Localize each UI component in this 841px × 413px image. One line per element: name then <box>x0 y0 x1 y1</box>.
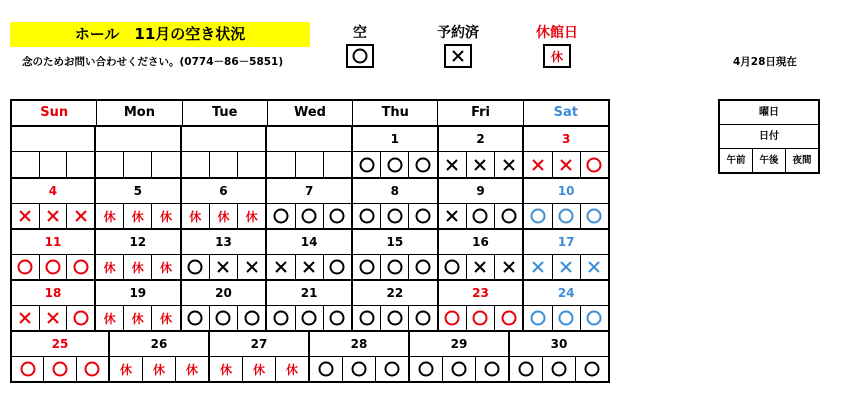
x-icon <box>43 308 63 328</box>
circle-icon <box>584 155 604 175</box>
slot-morning <box>96 152 124 177</box>
slot-evening <box>67 204 94 228</box>
circle-icon <box>71 257 91 277</box>
circle-icon <box>416 359 436 379</box>
slot-afternoon <box>124 152 152 177</box>
circle-icon <box>316 359 336 379</box>
day-number: 12 <box>96 230 180 255</box>
slot-morning <box>439 204 467 228</box>
legend-booked-box <box>444 44 472 68</box>
x-icon <box>71 206 91 226</box>
slot-evening <box>238 204 265 228</box>
day-number <box>12 127 94 152</box>
slot-morning <box>12 255 40 279</box>
day-number: 23 <box>439 281 523 306</box>
circle-icon <box>528 206 548 226</box>
weekday-thu: Thu <box>353 101 438 125</box>
slot-legend-slots <box>720 149 818 172</box>
circle-icon <box>213 308 233 328</box>
day-number: 15 <box>353 230 437 255</box>
slot-afternoon <box>553 306 581 330</box>
day-number: 9 <box>439 179 523 204</box>
slot-evening <box>324 204 351 228</box>
calendar-day <box>96 281 182 330</box>
calendar-day <box>182 281 268 330</box>
circle-icon <box>71 308 91 328</box>
circle-icon <box>349 359 369 379</box>
circle-icon <box>413 155 433 175</box>
slot-afternoon <box>553 152 581 177</box>
day-number <box>267 127 351 152</box>
circle-icon <box>556 308 576 328</box>
calendar-day <box>210 332 310 381</box>
slot-evening <box>152 255 179 279</box>
calendar-day <box>310 332 410 381</box>
slot-afternoon <box>296 204 324 228</box>
day-number <box>96 127 180 152</box>
calendar-day <box>353 179 439 228</box>
slot-morning <box>524 306 552 330</box>
day-number: 8 <box>353 179 437 204</box>
circle-icon <box>516 359 536 379</box>
slot-evening <box>276 357 308 381</box>
legend-vacant-label: 空 <box>353 25 367 41</box>
day-number: 18 <box>12 281 94 306</box>
circle-icon <box>482 359 502 379</box>
slot-evening <box>152 152 179 177</box>
circle-icon <box>43 257 63 277</box>
calendar-day <box>353 127 439 177</box>
closed-mark: 休 <box>103 311 116 326</box>
contact-note: 念のためお問い合わせください。(0774－86－5851) <box>22 56 284 68</box>
slot-morning <box>12 357 44 381</box>
x-icon <box>15 206 35 226</box>
x-icon <box>15 308 35 328</box>
slot-afternoon <box>343 357 376 381</box>
legend-closed <box>532 24 582 68</box>
slot-afternoon <box>44 357 76 381</box>
circle-icon <box>442 257 462 277</box>
slot-morning <box>410 357 443 381</box>
calendar-day <box>96 230 182 279</box>
calendar-day <box>10 332 110 381</box>
circle-icon <box>327 257 347 277</box>
slot-afternoon <box>467 204 495 228</box>
x-icon <box>442 206 462 226</box>
day-number: 29 <box>410 332 508 357</box>
slot-evening <box>324 306 351 330</box>
x-icon <box>271 257 291 277</box>
x-icon <box>584 257 604 277</box>
day-number: 3 <box>524 127 608 152</box>
closed-mark: 休 <box>245 209 258 224</box>
slot-afternoon <box>543 357 576 381</box>
slot-afternoon <box>381 306 409 330</box>
closed-mark: 休 <box>285 362 298 377</box>
page-title: ホール 11月の空き状況 <box>10 22 310 47</box>
day-number: 7 <box>267 179 351 204</box>
day-number <box>182 127 266 152</box>
slot-evening <box>409 152 436 177</box>
slot-afternoon <box>381 255 409 279</box>
calendar-day <box>182 179 268 228</box>
slot-evening <box>152 306 179 330</box>
slot-afternoon <box>40 255 68 279</box>
closed-mark: 休 <box>185 362 198 377</box>
closed-mark: 休 <box>217 209 230 224</box>
slot-morning <box>210 357 243 381</box>
slot-morning <box>12 152 40 177</box>
slot-morning <box>182 306 210 330</box>
weekday-fri: Fri <box>438 101 523 125</box>
closed-mark: 休 <box>131 209 144 224</box>
calendar-week <box>10 127 610 179</box>
legend-closed-label: 休館日 <box>536 25 578 41</box>
calendar-day <box>110 332 210 381</box>
weekday-wed: Wed <box>268 101 353 125</box>
circle-icon <box>357 155 377 175</box>
circle-icon <box>549 359 569 379</box>
slot-afternoon <box>553 255 581 279</box>
day-number: 4 <box>12 179 94 204</box>
slot-evening <box>67 255 94 279</box>
slot-afternoon <box>553 204 581 228</box>
slot-morning <box>267 255 295 279</box>
calendar-day <box>439 179 525 228</box>
circle-icon <box>528 308 548 328</box>
day-number: 21 <box>267 281 351 306</box>
slot-evening <box>495 152 522 177</box>
slot-afternoon <box>381 152 409 177</box>
slot-morning <box>96 255 124 279</box>
circle-icon <box>327 308 347 328</box>
circle-icon <box>499 308 519 328</box>
slot-morning <box>267 152 295 177</box>
calendar-day <box>524 281 610 330</box>
x-icon <box>528 257 548 277</box>
circle-icon <box>18 359 38 379</box>
closed-mark: 休 <box>219 362 232 377</box>
slot-evening <box>576 357 608 381</box>
slot-morning <box>353 152 381 177</box>
slot-afternoon <box>467 306 495 330</box>
slot-morning <box>12 204 40 228</box>
slot-afternoon <box>143 357 176 381</box>
slot-morning <box>524 152 552 177</box>
x-icon <box>556 155 576 175</box>
circle-icon <box>50 359 70 379</box>
slot-evening <box>324 152 351 177</box>
calendar-day <box>10 230 96 279</box>
calendar-day <box>439 127 525 177</box>
slot-evening <box>409 255 436 279</box>
slot-evening <box>581 306 608 330</box>
slot-morning <box>524 255 552 279</box>
slot-legend-morning: 午前 <box>720 149 753 172</box>
slot-evening <box>238 255 265 279</box>
circle-icon <box>385 308 405 328</box>
circle-icon <box>350 46 370 66</box>
circle-icon <box>582 359 602 379</box>
calendar-day <box>10 281 96 330</box>
slot-afternoon <box>124 255 152 279</box>
legend-booked-label: 予約済 <box>437 25 479 41</box>
circle-icon <box>327 206 347 226</box>
x-icon <box>499 257 519 277</box>
circle-icon <box>382 359 402 379</box>
slot-morning <box>96 306 124 330</box>
closed-mark: 休 <box>103 209 116 224</box>
circle-icon <box>385 257 405 277</box>
slot-afternoon <box>467 152 495 177</box>
slot-morning <box>110 357 143 381</box>
slot-afternoon <box>443 357 476 381</box>
calendar-week <box>10 179 610 230</box>
circle-icon <box>185 257 205 277</box>
closed-mark: 休 <box>160 209 173 224</box>
x-icon <box>213 257 233 277</box>
slot-legend-date: 日付 <box>720 125 818 149</box>
calendar-day <box>353 230 439 279</box>
closed-mark: 休 <box>160 311 173 326</box>
slot-morning <box>510 357 543 381</box>
slot-morning <box>310 357 343 381</box>
circle-icon <box>357 257 377 277</box>
day-number: 22 <box>353 281 437 306</box>
circle-icon <box>413 206 433 226</box>
legend-closed-box <box>543 44 571 68</box>
calendar-day <box>10 179 96 228</box>
closed-mark: 休 <box>160 260 173 275</box>
calendar-day <box>353 281 439 330</box>
day-number: 11 <box>12 230 94 255</box>
x-icon <box>499 155 519 175</box>
circle-icon <box>449 359 469 379</box>
slot-evening <box>495 204 522 228</box>
closed-mark: 休 <box>131 260 144 275</box>
legend-booked <box>433 24 483 68</box>
circle-icon <box>299 206 319 226</box>
circle-icon <box>271 308 291 328</box>
calendar-day <box>524 179 610 228</box>
day-number: 17 <box>524 230 608 255</box>
slot-morning <box>96 204 124 228</box>
slot-morning <box>439 255 467 279</box>
slot-legend-afternoon: 午後 <box>753 149 786 172</box>
x-icon <box>299 257 319 277</box>
slot-evening <box>409 306 436 330</box>
slot-afternoon <box>124 306 152 330</box>
calendar-day <box>267 230 353 279</box>
slot-evening <box>476 357 508 381</box>
slot-evening <box>77 357 108 381</box>
circle-icon <box>271 206 291 226</box>
day-number: 28 <box>310 332 408 357</box>
day-number: 24 <box>524 281 608 306</box>
day-number: 26 <box>110 332 208 357</box>
weekday-sun: Sun <box>10 101 97 125</box>
slot-morning <box>353 204 381 228</box>
slot-afternoon <box>40 152 68 177</box>
x-icon <box>448 46 468 66</box>
day-number: 1 <box>353 127 437 152</box>
slot-morning <box>353 306 381 330</box>
slot-legend <box>718 99 820 174</box>
day-number: 27 <box>210 332 308 357</box>
day-number: 19 <box>96 281 180 306</box>
calendar-week <box>10 281 610 332</box>
day-number: 6 <box>182 179 266 204</box>
x-icon <box>528 155 548 175</box>
slot-evening <box>581 152 608 177</box>
slot-afternoon <box>210 204 238 228</box>
slot-morning <box>524 204 552 228</box>
circle-icon <box>385 206 405 226</box>
legend-vacant <box>335 24 385 68</box>
slot-afternoon <box>467 255 495 279</box>
day-number: 16 <box>439 230 523 255</box>
slot-afternoon <box>40 306 68 330</box>
as-of-date: 4月28日現在 <box>733 56 797 68</box>
x-icon <box>242 257 262 277</box>
slot-afternoon <box>40 204 68 228</box>
day-number: 5 <box>96 179 180 204</box>
day-number: 30 <box>510 332 608 357</box>
circle-icon <box>357 308 377 328</box>
circle-icon <box>385 155 405 175</box>
slot-afternoon <box>243 357 276 381</box>
circle-icon <box>15 257 35 277</box>
slot-legend-weekday: 曜日 <box>720 101 818 125</box>
calendar-day <box>182 230 268 279</box>
slot-afternoon <box>210 306 238 330</box>
calendar-day <box>10 127 96 177</box>
circle-icon <box>499 206 519 226</box>
circle-icon <box>584 308 604 328</box>
calendar-day <box>267 179 353 228</box>
closed-mark: 休 <box>189 209 202 224</box>
slot-evening <box>238 306 265 330</box>
weekday-sat: Sat <box>524 101 610 125</box>
calendar-day <box>267 281 353 330</box>
circle-icon <box>82 359 102 379</box>
weekday-tue: Tue <box>183 101 268 125</box>
circle-icon <box>470 206 490 226</box>
slot-evening <box>324 255 351 279</box>
slot-evening <box>176 357 208 381</box>
slot-morning <box>182 204 210 228</box>
slot-evening <box>495 255 522 279</box>
slot-evening <box>67 306 94 330</box>
calendar-day <box>524 230 610 279</box>
slot-afternoon <box>210 255 238 279</box>
slot-afternoon <box>296 152 324 177</box>
x-icon <box>556 257 576 277</box>
day-number: 20 <box>182 281 266 306</box>
calendar-grid <box>10 127 610 383</box>
calendar-day <box>96 127 182 177</box>
circle-icon <box>556 206 576 226</box>
slot-morning <box>439 152 467 177</box>
closed-mark: 休 <box>252 362 265 377</box>
circle-icon <box>470 308 490 328</box>
slot-morning <box>267 204 295 228</box>
circle-icon <box>413 308 433 328</box>
x-icon <box>43 206 63 226</box>
calendar-week <box>10 230 610 281</box>
closed-mark: 休 <box>103 260 116 275</box>
x-icon <box>442 155 462 175</box>
slot-morning <box>439 306 467 330</box>
closed-mark: 休 <box>152 362 165 377</box>
calendar-day <box>439 281 525 330</box>
slot-afternoon <box>381 204 409 228</box>
slot-afternoon <box>296 255 324 279</box>
slot-evening <box>581 255 608 279</box>
x-icon <box>470 257 490 277</box>
circle-icon <box>299 308 319 328</box>
calendar-week <box>10 332 610 383</box>
slot-morning <box>182 152 210 177</box>
day-number: 25 <box>12 332 108 357</box>
calendar-day <box>410 332 510 381</box>
calendar-day <box>267 127 353 177</box>
day-number: 2 <box>439 127 523 152</box>
slot-afternoon <box>296 306 324 330</box>
calendar-day <box>182 127 268 177</box>
legend-vacant-box <box>346 44 374 68</box>
circle-icon <box>185 308 205 328</box>
circle-icon <box>442 308 462 328</box>
x-icon <box>470 155 490 175</box>
closed-mark: 休 <box>119 362 132 377</box>
weekday-header <box>10 99 610 127</box>
day-number: 14 <box>267 230 351 255</box>
weekday-mon: Mon <box>97 101 182 125</box>
slot-evening <box>152 204 179 228</box>
slot-evening <box>238 152 265 177</box>
calendar-day <box>524 127 610 177</box>
slot-evening <box>581 204 608 228</box>
day-number: 10 <box>524 179 608 204</box>
slot-evening <box>67 152 94 177</box>
slot-morning <box>182 255 210 279</box>
slot-legend-evening: 夜間 <box>792 155 812 166</box>
legend-closed-glyph: 休 <box>550 49 563 64</box>
slot-morning <box>353 255 381 279</box>
calendar-day <box>439 230 525 279</box>
slot-morning <box>267 306 295 330</box>
circle-icon <box>413 257 433 277</box>
circle-icon <box>357 206 377 226</box>
calendar-day <box>510 332 610 381</box>
slot-evening <box>495 306 522 330</box>
slot-afternoon <box>210 152 238 177</box>
slot-evening <box>376 357 408 381</box>
day-number: 13 <box>182 230 266 255</box>
slot-afternoon <box>124 204 152 228</box>
closed-mark: 休 <box>131 311 144 326</box>
slot-evening <box>409 204 436 228</box>
slot-morning <box>12 306 40 330</box>
circle-icon <box>584 206 604 226</box>
calendar-day <box>96 179 182 228</box>
circle-icon <box>242 308 262 328</box>
